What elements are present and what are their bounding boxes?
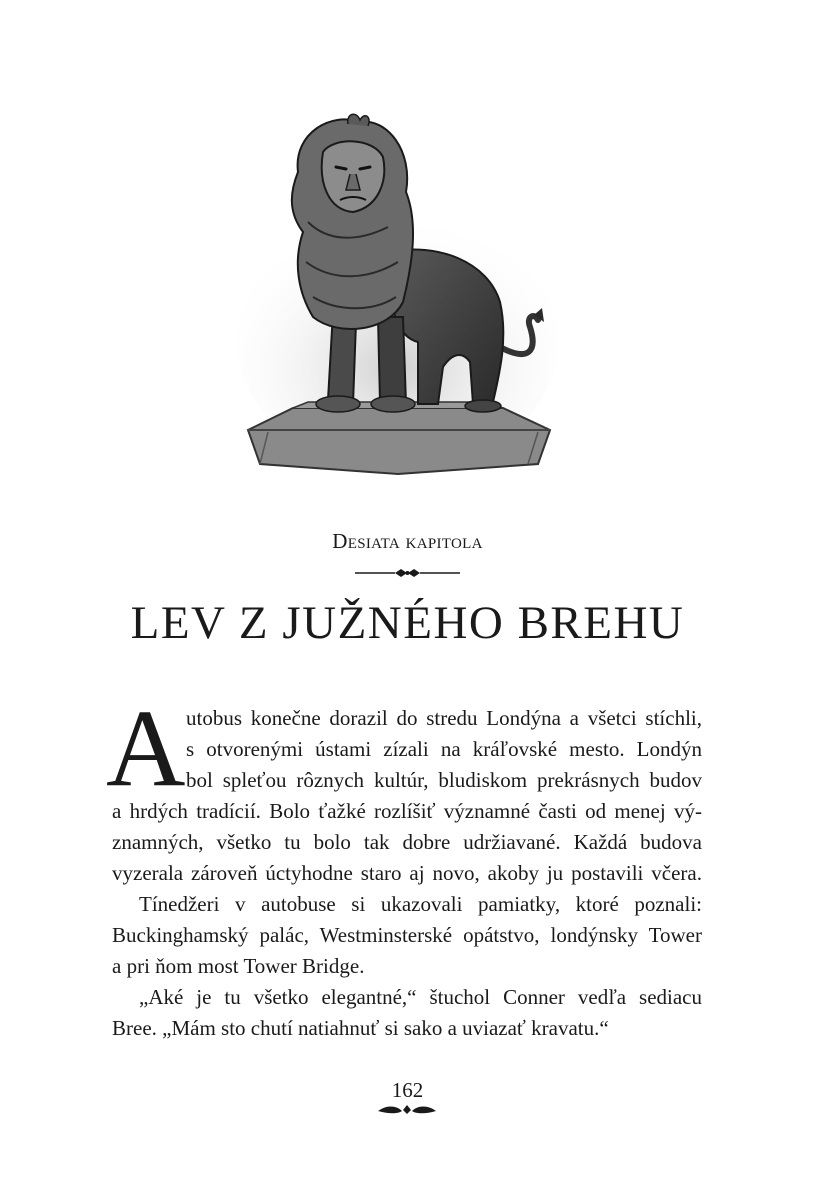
body-line: vyzerala zároveň úctyhodne staro aj novo, akoby ju postavili včera.: [112, 861, 702, 885]
body-line: a pri ňom most Tower Bridge.: [112, 954, 365, 978]
chapter-number: [0, 529, 815, 554]
body-line: Tínedžeri v autobuse si ukazovali pamiatky, ktoré poznali:: [139, 892, 702, 916]
body-line: znamných, všetko tu bolo tak dobre udržiavané. Každá budova: [112, 830, 702, 854]
page-number: 162: [391, 1078, 424, 1102]
body-line: a hrdých tradícií. Bolo ťažké rozlíšiť významné časti od menej vý-: [112, 799, 702, 823]
ornament-divider: [355, 566, 460, 580]
body-line: „Aké je tu všetko elegantné,“ štuchol Conner vedľa sediacu: [139, 985, 702, 1009]
body-line: s otvorenými ústami zízali na kráľovské mesto. Londýn: [186, 737, 702, 761]
chapter-number-text: Desiata kapitola: [332, 529, 483, 553]
body-line: utobus konečne dorazil do stredu Londýna a všetci stíchli,: [186, 706, 702, 730]
body-line: bol spleťou rôznych kultúr, bludiskom prekrásnych budov: [186, 768, 702, 792]
lion-statue-illustration: [238, 112, 558, 477]
body-text: [106, 687, 702, 1044]
body-line: Buckinghamský palác, Westminsterské opátstvo, londýnsky Tower: [112, 923, 702, 947]
chapter-title: LEV Z JUŽNÉHO BREHU: [130, 597, 685, 649]
page-number-ornament: [376, 1103, 438, 1115]
body-line: Bree. „Mám sto chutí natiahnuť si sako a uviazať kravatu.“: [112, 1016, 609, 1040]
drop-cap: A: [106, 687, 186, 809]
